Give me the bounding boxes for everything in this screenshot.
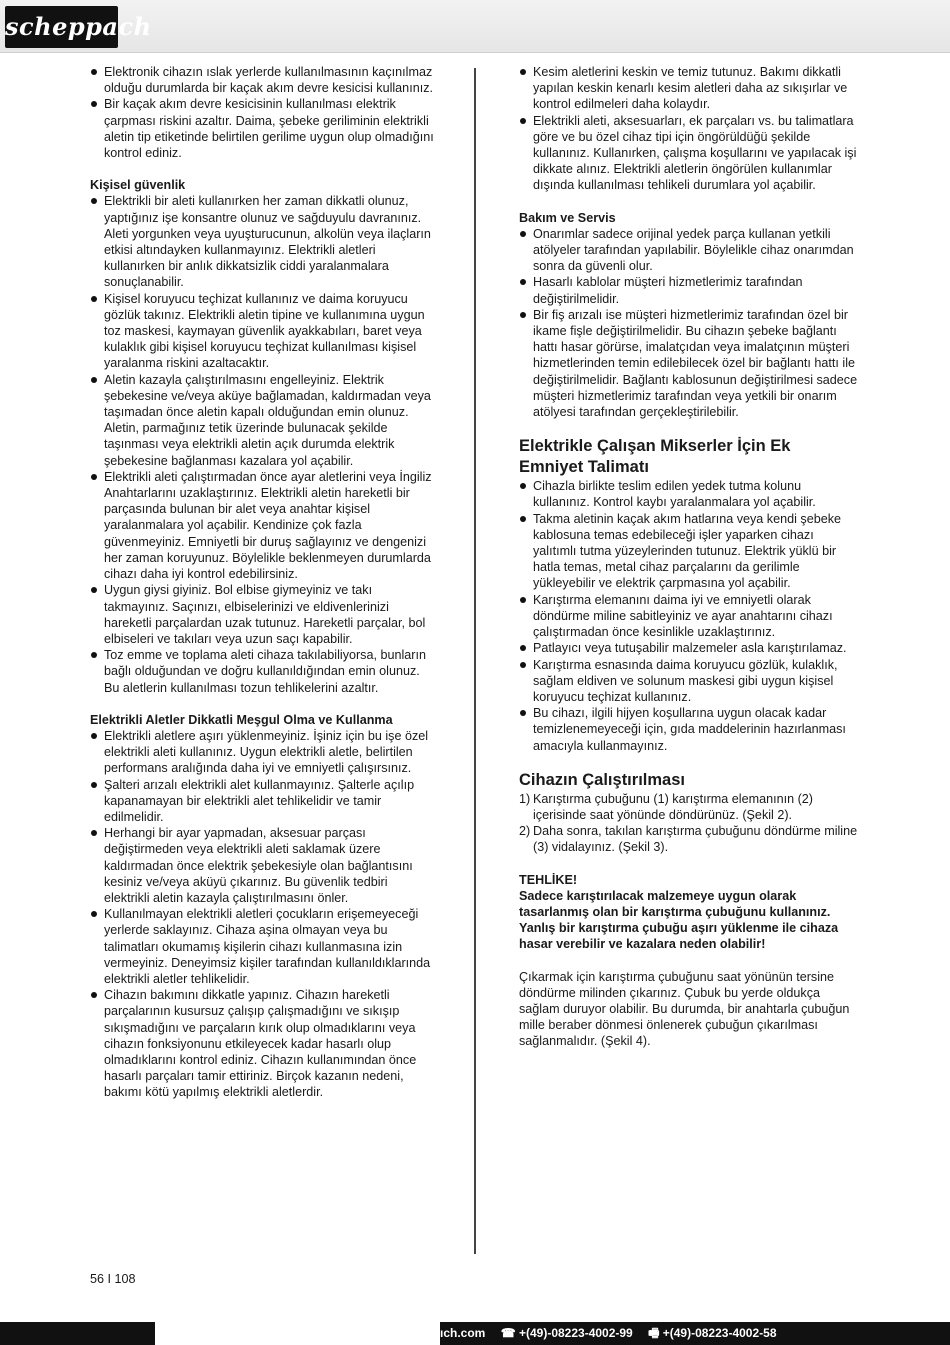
careful-use-list <box>90 728 435 1101</box>
list-item: Elektrikli aleti çalıştırmadan önce ayar aletlerini veya İngiliz Anahtarlarını uzaklaştırınız. Elektrikli aletin hareketli bir parçasında bulunan bir alet veya anahtar kişisel yaralanmalara yol açabilir. Kendinize çok fazla güvenmeyiniz. Emniyetli bir duruş sağlayınız ve dengenizi her zaman koruyunuz. Böylelikle beklenmeyen durumlarda cihazı daha iyi kontrol edebilirsiniz. <box>90 469 435 582</box>
left-intro-list <box>90 64 435 161</box>
brand-logo <box>5 6 152 48</box>
list-item: Toz emme ve toplama aleti cihaza takılabiliyorsa, bunların bağlı olduğundan ve doğru kullanıldığından emin olunuz. Bu aletlerin kullanılması tozun tehlikelerini azaltır. <box>90 647 435 696</box>
step-item <box>519 823 859 855</box>
operation-steps <box>519 791 859 856</box>
personal-safety-list <box>90 193 435 695</box>
section-heading-maintenance: Bakım ve Servis <box>519 210 616 225</box>
step-item <box>519 791 859 823</box>
footer-white-block <box>155 1322 440 1345</box>
step-text: Daha sonra, takılan karıştırma çubuğunu döndürme miline (3) vidalayınız. (Şekil 3). <box>533 824 858 855</box>
page-number: 56 I 108 <box>90 1272 136 1286</box>
section-heading-operation: Cihazın Çalıştırılması <box>519 770 685 789</box>
list-item: Bir kaçak akım devre kesicisinin kullanılması elektrik çarpması riskini azaltır. Daima, şebeke geriliminin elektrikli aletin tip etiketinde belirtilen gerilime uygun olup olmadığını kontrol ediniz. <box>90 96 435 161</box>
list-item: Uygun giysi giyiniz. Bol elbise giymeyiniz ve takı takmayınız. Saçınızı, elbiselerinizi ve eldivenlerinizi hareketli parçalardan uzak tutunuz. Hareketli parçalar, bol elbiseleri ve takıları veya uzun saçı kapabilir. <box>90 582 435 647</box>
footer-web-link[interactable]: ıch.com <box>440 1326 486 1340</box>
step-text: Karıştırma çubuğunu (1) karıştırma elemanının (2) içerisinde saat yönünde döndürünüz. (Şekil 2). <box>533 791 813 822</box>
section-heading-personal-safety: Kişisel güvenlik <box>90 178 186 193</box>
list-item: Kesim aletlerini keskin ve temiz tutunuz. Bakımı dikkatli yapılan keskin kenarlı kesim aletleri daha az sıkışırlar ve kontrol edilmeleri daha kolaydır. <box>519 64 859 113</box>
footer-fax: 🖷 +(49)-08223-4002-58 <box>648 1326 777 1340</box>
section-heading-mixer-safety: Elektrikle Çalışan Mikserler İçin Ek Emniyet Talimatı <box>519 437 791 477</box>
footer-contact <box>440 1322 789 1345</box>
list-item: Elektrikli bir aleti kullanırken her zaman dikkatli olunuz, yaptığınız işe konsantre olunuz ve sağduyulu davranınız. Aleti yorgunken veya uyuşturucunun, alkolün veya ilaçların etkisi altındayken kullanmayınız. Elektrikli aletleri kullanırken bir anlık dikkatsizlik ciddi yaralanmalara sonuçlanabilir. <box>90 193 435 290</box>
list-item: Kişisel koruyucu teçhizat kullanınız ve daima koruyucu gözlük takınız. Elektrikli aletin tipine ve kullanımına uygun toz maskesi, kaymayan güvenlik ayakkabıları, baret veya kulaklık gibi kişisel koruyucu teçhizat kullanılması kişisel yaralanma riskini azaltacaktır. <box>90 291 435 372</box>
right-column <box>519 64 859 1050</box>
list-item: Karıştırma esnasında daima koruyucu gözlük, kulaklık, sağlam eldiven ve solunum maskesi gibi uygun kişisel koruyucu teçhizat kullanınız. <box>519 657 859 706</box>
step-number: 2) <box>519 824 531 839</box>
list-item: Cihazla birlikte teslim edilen yedek tutma kolunu kullanınız. Kontrol kaybı yaralanmalara yol açabilir. <box>519 478 859 510</box>
removal-text: Çıkarmak için karıştırma çubuğunu saat yönünün tersine döndürme milinden çıkarınız. Çubuk bu yerde oldukça sağlam duruyor olabilir. Bu durumda, bir anahtarla çubuğun mille beraber dönmesi önlenerek çubuğun çıkarılması sağlanmalıdır. (Şekil 4). <box>519 969 850 1049</box>
list-item: Elektronik cihazın ıslak yerlerde kullanılmasının kaçınılmaz olduğu durumlarda bir kaçak akım devre kesicisi kullanınız. <box>90 64 435 96</box>
list-item: Bir fiş arızalı ise müşteri hizmetlerimiz tarafından özel bir ikame fişle değiştirilmelidir. Bu cihazın şebeke bağlantı hattı hasar görürse, imalatçıdan veya imalatçının müşteri hizmetlerinden temin edilebilecek özel bir bağlantı hattı ile değiştirilmelidir. Bağlantı kablosunun değiştirilmesi sadece müşteri hizmetlerimiz tarafından veya yetkili bir onarım atölyesi tarafından gerçekleştirilebilir. <box>519 307 859 420</box>
list-item: Şalteri arızalı elektrikli alet kullanmayınız. Şalterle açılıp kapanamayan bir elektrikli alet tehlikelidir ve tamir edilmelidir. <box>90 777 435 826</box>
list-item: Hasarlı kablolar müşteri hizmetlerimiz tarafından değiştirilmelidir. <box>519 274 859 306</box>
step-number: 1) <box>519 791 531 806</box>
footer-phone: ☎ +(49)-08223-4002-99 <box>500 1326 633 1340</box>
list-item: Elektrikli aleti, aksesuarları, ek parçaları vs. bu talimatlara göre ve bu özel cihaz tipi için öngörüldüğü şekilde kullanınız. Kullanırken, çalışma koşullarını ve yapılacak işi dikkate alınız. Elektrikli aletlerin öngörülen kullanımlar dışında kullanılması tehlikeli durumlara yol açabilir. <box>519 113 859 194</box>
right-intro-list <box>519 64 859 194</box>
mixer-safety-list <box>519 478 859 753</box>
maintenance-list <box>519 226 859 420</box>
list-item: Patlayıcı veya tutuşabilir malzemeler asla karıştırılamaz. <box>519 640 859 656</box>
list-item: Onarımlar sadece orijinal yedek parça kullanan yetkili atölyeler tarafından yapılabilir. Böylelikle cihaz onarımdan sonra da güvenli olur. <box>519 226 859 275</box>
list-item: Bu cihazı, ilgili hijyen koşullarına uygun olacak kadar temizlenemeyeceği için, gıda maddelerinin hazırlanması amacıyla kullanmayınız. <box>519 705 859 754</box>
section-heading-careful-use: Elektrikli Aletler Dikkatli Meşgul Olma ve Kullanma <box>90 712 393 727</box>
list-item: Elektrikli aletlere aşırı yüklenmeyiniz. İşiniz için bu işe özel elektrikli aleti kullanınız. Uygun elektrikli aletle, belirtilen performans aralığında daha iyi ve emniyetli çalışırsınız. <box>90 728 435 777</box>
list-item: Kullanılmayan elektrikli aletleri çocukların erişemeyeceği yerlerde saklayınız. Cihaza aşina olmayan veya bu talimatları okumamış kişilerin cihazı kullanmasına izin vermeyiniz. Deneyimsiz kişiler tarafından kullanıldıklarında elektrikli aletler tehlikelidir. <box>90 906 435 987</box>
brand-logo-text: scheppach <box>5 12 152 41</box>
list-item: Takma aletinin kaçak akım hatlarına veya kendi şebeke kablosuna temas edebileceği işler yaparken cihazı yalıtımlı tutma yüzeylerinden tutunuz. Elektrik yüklü bir hatla temas, metal cihaz parçalarını da gerilimle yükleyebilir ve elektrik çarpmasına yol açabilir. <box>519 511 859 592</box>
list-item: Cihazın bakımını dikkatle yapınız. Cihazın hareketli parçalarının kusursuz çalışıp çalışmadığını ve sıkışıp sıkışmadığını ve parçaların kırık olup olmadıklarını veya cihazın fonksiyonunu etkileyecek kadar hasarlı olup olmadıklarını kontrol ediniz. Cihazın kullanımından önce hasarlı parçaları tamir ettiriniz. Birçok kazanın nedeni, bakımı kötü yapılmış elektrikli aletlerdir. <box>90 987 435 1100</box>
left-column <box>90 64 435 1101</box>
danger-title: TEHLİKE! <box>519 872 578 887</box>
list-item: Aletin kazayla çalıştırılmasını engelleyiniz. Elektrik şebekesine ve/veya aküye bağlamadan, kaldırmadan veya taşımadan önce aletin kapalı olduğundan emin olunuz. Aletin, parmağınız tetik üzerinde bulunacak şekilde taşınması veya elektrikli aletin açık durumda elektrik şebekesine bağlanması kazalara yol açabilir. <box>90 372 435 469</box>
danger-text: Sadece karıştırılacak malzemeye uygun olarak tasarlanmış olan bir karıştırma çubuğunu kullanınız. Yanlış bir karıştırma çubuğu aşırı yüklenme ile cihaza hasar verebilir ve kazalara neden olabilir! <box>519 888 839 952</box>
page-header <box>0 0 950 52</box>
list-item: Karıştırma elemanını daima iyi ve emniyetli olarak döndürme miline sabitleyiniz ve ayar anahtarını cihazı çalıştırmadan önce kesinlikle uzaklaştırınız. <box>519 592 859 641</box>
list-item: Herhangi bir ayar yapmadan, aksesuar parçası değiştirmeden veya elektrikli aleti saklamak üzere kaldırmadan önce elektrik şebekesiyle olan bağlantısını kesiniz ve/veya aküyü çıkarınız. Bu güvenlik tedbiri elektrikli aletin kazayla çalıştırılmasını önler. <box>90 825 435 906</box>
column-divider <box>474 68 476 1254</box>
